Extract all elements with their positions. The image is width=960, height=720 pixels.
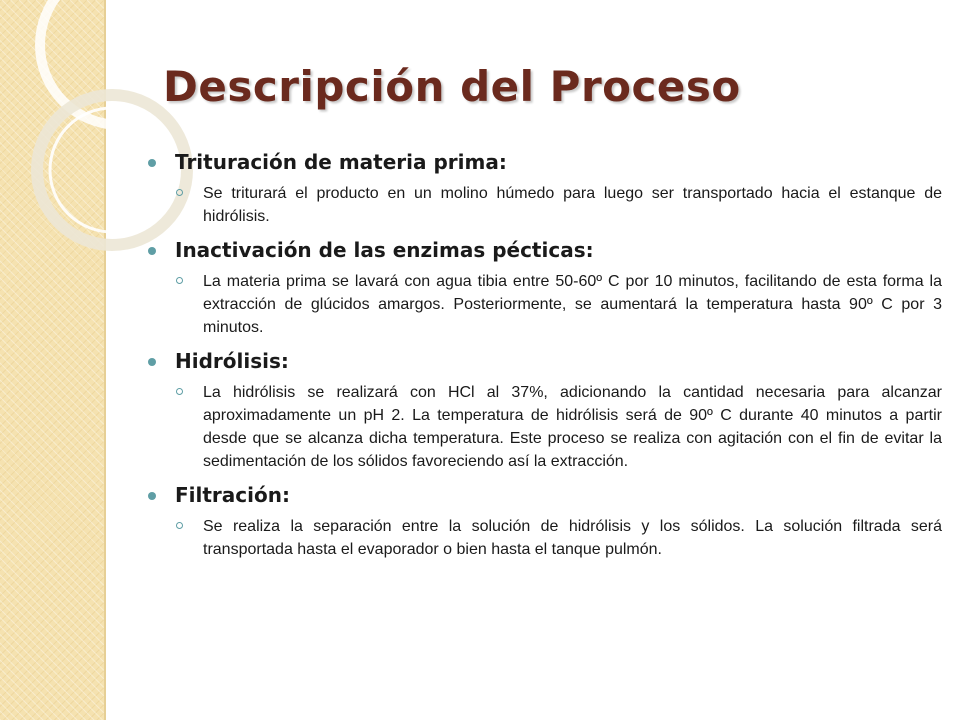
section-heading-text: Trituración de materia prima: bbox=[175, 150, 507, 174]
section-detail bbox=[146, 381, 946, 473]
sub-bullet-icon bbox=[176, 277, 183, 284]
sub-bullet-icon bbox=[176, 522, 183, 529]
section-detail-text: Se triturará el producto en un molino húmedo para luego ser transportado hacia el estanque de hidrólisis. bbox=[203, 185, 942, 225]
section-heading bbox=[146, 148, 946, 176]
section-heading-text: Inactivación de las enzimas pécticas: bbox=[175, 238, 594, 262]
section-heading bbox=[146, 236, 946, 264]
sub-bullet-icon bbox=[176, 189, 183, 196]
bullet-icon bbox=[148, 247, 156, 255]
bullet-icon bbox=[148, 492, 156, 500]
slide-title: Descripción del Proceso bbox=[163, 62, 741, 111]
section-heading bbox=[146, 481, 946, 509]
bullet-icon bbox=[148, 358, 156, 366]
section-detail bbox=[146, 515, 946, 561]
section-detail-text: La materia prima se lavará con agua tibia entre 50-60º C por 10 minutos, facilitando de esta forma la extracción de glúcidos amargos. Posteriormente, se aumentará la temperatura hasta 90º C por 3 minutos. bbox=[203, 273, 942, 336]
section-detail bbox=[146, 182, 946, 228]
section-detail bbox=[146, 270, 946, 339]
section-heading bbox=[146, 347, 946, 375]
section-heading-text: Hidrólisis: bbox=[175, 349, 289, 373]
section-heading-text: Filtración: bbox=[175, 483, 290, 507]
sub-bullet-icon bbox=[176, 388, 183, 395]
section-detail-text: Se realiza la separación entre la solución de hidrólisis y los sólidos. La solución filtrada será transportada hasta el evaporador o bien hasta el tanque pulmón. bbox=[203, 518, 942, 558]
bullet-icon bbox=[148, 159, 156, 167]
section-detail-text: La hidrólisis se realizará con HCl al 37%, adicionando la cantidad necesaria para alcanzar aproximadamente un pH 2. La temperatura de hidrólisis será de 90º C durante 40 minutos a partir desde que se alcanza dicha temperatura. Este proceso se realiza con agitación con el fin de evitar la sedimentación de los sólidos favoreciendo así la extracción. bbox=[203, 384, 942, 470]
content-list bbox=[146, 148, 946, 561]
